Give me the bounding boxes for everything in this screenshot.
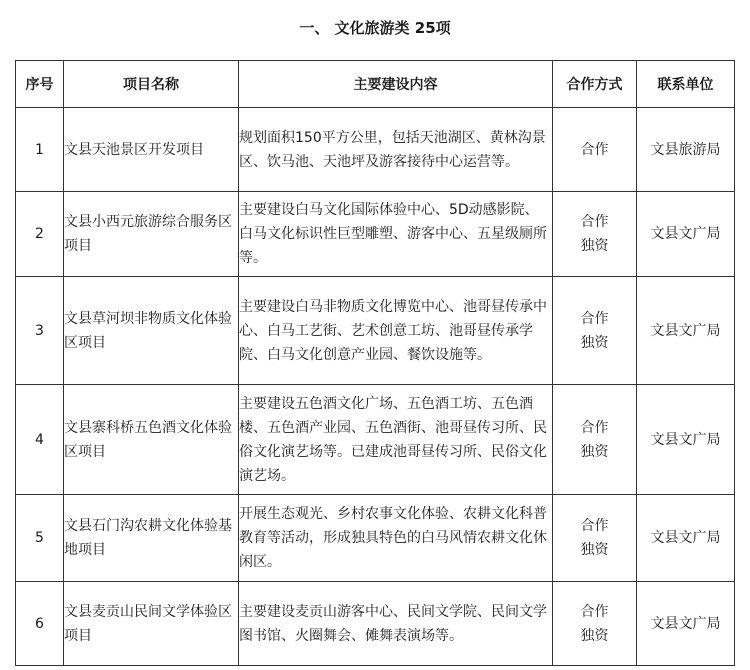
row-project-name: 文县小西元旅游综合服务区项目 <box>64 192 239 277</box>
table-row <box>16 582 735 666</box>
row-mode <box>553 385 637 495</box>
row-unit: 文县文广局 <box>637 192 735 277</box>
row-project-name: 文县麦贡山民间文学体验区项目 <box>64 582 239 666</box>
row-mode <box>553 277 637 385</box>
table-header-row <box>16 61 735 108</box>
row-unit: 文县文广局 <box>637 385 735 495</box>
mode-value: 合作 <box>580 214 609 230</box>
table-row <box>16 108 735 192</box>
row-no: 5 <box>16 495 64 582</box>
header-unit: 联系单位 <box>637 61 735 108</box>
row-content: 开展生态观光、乡村农事文化体验、农耕文化科普教育等活动，形成独具特色的白马风情农耕文化休闲区。 <box>239 495 553 582</box>
table-row <box>16 385 735 495</box>
mode-value: 合作 <box>580 518 609 534</box>
project-table <box>15 60 735 666</box>
header-content: 主要建设内容 <box>239 61 553 108</box>
table-row <box>16 495 735 582</box>
table-row <box>16 192 735 277</box>
row-unit: 文县文广局 <box>637 495 735 582</box>
row-mode <box>553 192 637 277</box>
row-unit: 文县旅游局 <box>637 108 735 192</box>
row-no: 2 <box>16 192 64 277</box>
row-mode <box>553 495 637 582</box>
mode-value: 独资 <box>580 627 609 644</box>
header-no: 序号 <box>16 61 64 108</box>
mode-value: 独资 <box>580 443 609 460</box>
row-content: 规划面积150平方公里，包括天池湖区、黄林沟景区、饮马池、天池坪及游客接待中心运营等。 <box>239 108 553 192</box>
row-project-name: 文县草河坝非物质文化体验区项目 <box>64 277 239 385</box>
row-content: 主要建设白马非物质文化博览中心、池哥昼传承中心、白马工艺街、艺术创意工坊、池哥昼传承学院、白马文化创意产业园、餐饮设施等。 <box>239 277 553 385</box>
row-no: 6 <box>16 582 64 666</box>
row-project-name: 文县寨科桥五色酒文化体验区项目 <box>64 385 239 495</box>
row-content: 主要建设麦贡山游客中心、民间文学院、民间文学图书馆、火圈舞会、傩舞表演场等。 <box>239 582 553 666</box>
mode-value: 合作 <box>580 603 609 620</box>
row-project-name: 文县天池景区开发项目 <box>64 108 239 192</box>
row-no: 4 <box>16 385 64 495</box>
row-no: 1 <box>16 108 64 192</box>
row-unit: 文县文广局 <box>637 277 735 385</box>
row-mode <box>553 582 637 666</box>
mode-value: 独资 <box>580 334 609 351</box>
table-row <box>16 277 735 385</box>
row-project-name: 文县石门沟农耕文化体验基地项目 <box>64 495 239 582</box>
header-mode: 合作方式 <box>553 61 637 108</box>
row-unit: 文县文广局 <box>637 582 735 666</box>
row-mode <box>553 108 637 192</box>
mode-value: 合作 <box>580 141 609 158</box>
mode-value: 独资 <box>580 542 609 558</box>
page-title: 一、 文化旅游类 25项 <box>299 19 451 37</box>
row-content: 主要建设五色酒文化广场、五色酒工坊、五色酒楼、五色酒产业园、五色酒街、池哥昼传习所、民俗文化演艺场等。已建成池哥昼传习所、民俗文化演艺场。 <box>239 385 553 495</box>
header-name: 项目名称 <box>64 61 239 108</box>
mode-value: 独资 <box>580 238 609 254</box>
mode-value: 合作 <box>580 310 609 327</box>
row-content: 主要建设白马文化国际体验中心、5D动感影院、白马文化标识性巨型雕塑、游客中心、五星级厕所等。 <box>239 192 553 277</box>
mode-value: 合作 <box>580 419 609 436</box>
row-no: 3 <box>16 277 64 385</box>
